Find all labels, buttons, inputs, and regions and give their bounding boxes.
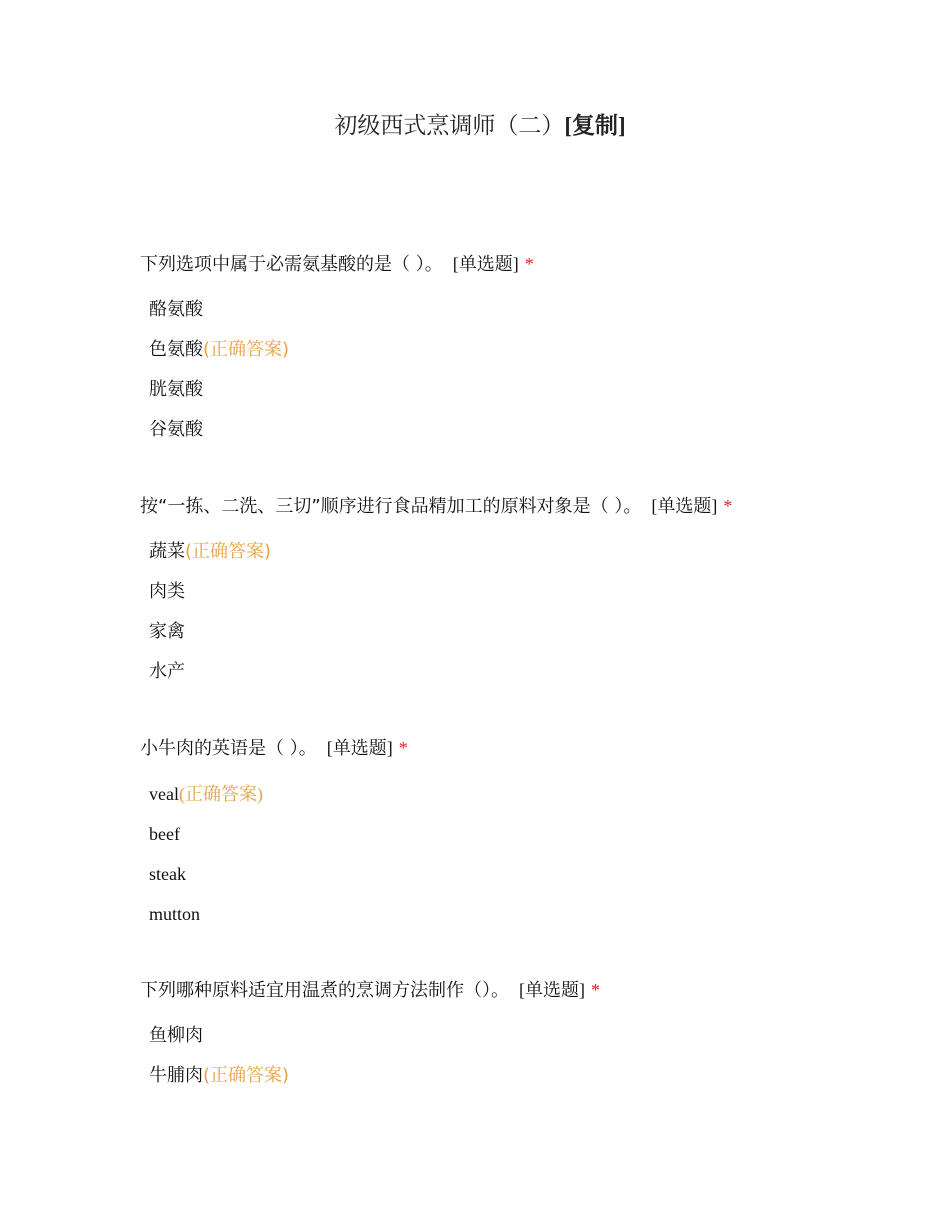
option-item[interactable] (149, 578, 900, 618)
required-marker: * (524, 254, 534, 274)
option-label: mutton (149, 904, 201, 924)
question-text: 小牛肉的英语是（ ）。 (140, 738, 317, 759)
question-1 (140, 250, 900, 456)
correct-answer-mark: (正确答案) (203, 1065, 290, 1086)
option-item[interactable] (149, 780, 900, 820)
option-label: 鱼柳肉 (149, 1025, 203, 1046)
options-list (140, 538, 900, 698)
page-title-suffix: [复制] (564, 113, 626, 138)
required-marker: * (723, 496, 733, 516)
question-4 (140, 976, 900, 1102)
option-label: veal (149, 784, 179, 804)
option-label: steak (149, 864, 186, 884)
required-marker: * (398, 738, 408, 758)
question-type-label: [单选题] (452, 254, 519, 274)
question-type-label: [单选题] (519, 980, 585, 1000)
option-label: 蔬菜 (149, 541, 185, 562)
correct-answer-mark: (正确答案) (185, 541, 272, 562)
question-3 (140, 734, 900, 940)
option-item[interactable] (149, 296, 900, 336)
option-item[interactable] (149, 618, 900, 658)
option-item[interactable] (149, 820, 900, 860)
option-label: 水产 (149, 661, 185, 682)
option-item[interactable] (149, 538, 900, 578)
required-marker: * (591, 980, 600, 1000)
correct-answer-mark: (正确答案) (203, 339, 290, 360)
question-text: 下列选项中属于必需氨基酸的是（ ）。 (140, 254, 443, 275)
options-list (140, 780, 900, 940)
question-text: 按“一拣、二洗、三切”顺序进行食品精加工的原料对象是（ ）。 (140, 496, 642, 517)
option-item[interactable] (149, 900, 900, 940)
options-list (140, 1022, 900, 1102)
option-label: beef (149, 824, 180, 844)
question-2 (140, 492, 900, 698)
option-item[interactable] (149, 1022, 900, 1062)
option-label: 色氨酸 (149, 339, 203, 360)
option-item[interactable] (149, 860, 900, 900)
correct-answer-mark: (正确答案) (178, 784, 263, 804)
option-label: 谷氨酸 (149, 419, 203, 440)
question-header (140, 250, 900, 278)
question-text: 下列哪种原料适宜用温煮的烹调方法制作（）。 (140, 980, 509, 1001)
option-label: 胱氨酸 (149, 379, 203, 400)
question-header (140, 492, 900, 520)
option-item[interactable] (149, 1062, 900, 1102)
question-type-label: [单选题] (326, 738, 393, 758)
option-item[interactable] (149, 336, 900, 376)
option-item[interactable] (149, 376, 900, 416)
question-header (140, 976, 900, 1004)
option-label: 牛脯肉 (149, 1065, 203, 1086)
page-title (0, 110, 950, 142)
option-label: 酪氨酸 (149, 299, 203, 320)
question-type-label: [单选题] (651, 496, 718, 516)
page-title-text: 初级西式烹调师（二） (334, 113, 565, 139)
question-header (140, 734, 900, 762)
options-list (140, 296, 900, 456)
option-item[interactable] (149, 416, 900, 456)
option-item[interactable] (149, 658, 900, 698)
option-label: 肉类 (149, 581, 185, 602)
option-label: 家禽 (149, 621, 185, 642)
